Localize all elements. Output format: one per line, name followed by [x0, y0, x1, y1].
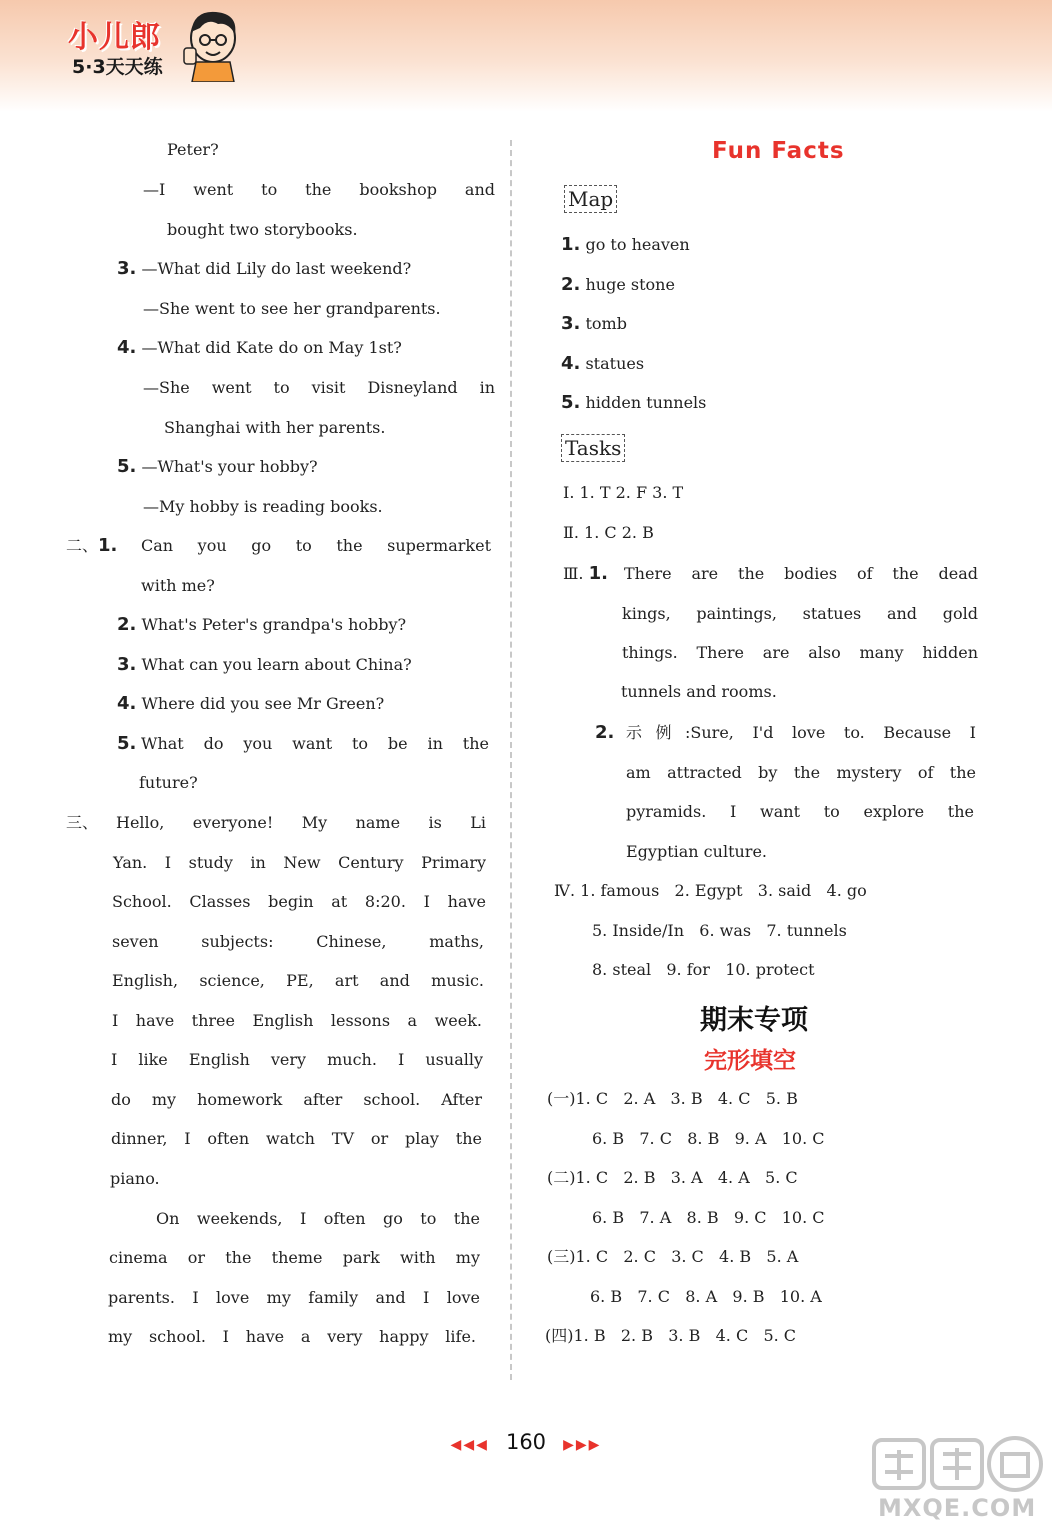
item-number: 3.	[561, 313, 581, 334]
text-line: —My hobby is reading books.	[143, 497, 383, 516]
text-line: I have three English lessons a week.	[112, 1011, 482, 1030]
text-line: do my homework after school. After	[111, 1090, 482, 1109]
answer-item-num	[117, 730, 136, 758]
item-text: statues	[585, 354, 645, 373]
text-line: School. Classes begin at 8:20. I have	[112, 892, 486, 911]
answer-item-5	[117, 453, 318, 481]
text-line: —I went to the bookshop and	[143, 180, 495, 199]
section-subtitle: 完形填空	[704, 1048, 796, 1074]
cloze-answer-line: 6. B 7. C 8. B 9. A 10. C	[592, 1129, 825, 1148]
section-title: 期末专项	[700, 1005, 808, 1036]
task-answer-line: Ⅱ. 1. C 2. B	[563, 523, 654, 542]
item-text: What can you learn about China?	[141, 655, 412, 674]
text-line: bought two storybooks.	[167, 220, 358, 239]
text-line: Yan. I study in New Century Primary	[113, 853, 486, 872]
logo-sub-text: 5·3天天练	[72, 56, 163, 78]
text-line: with me?	[141, 576, 215, 595]
text-line: Shanghai with her parents.	[164, 418, 386, 437]
mascot-icon	[182, 8, 244, 82]
text-line: dinner, I often watch TV or play the	[111, 1129, 482, 1148]
text-line: things. There are also many hidden	[622, 643, 978, 662]
item-number: 4.	[561, 353, 581, 374]
right-arrows-icon: ▶▶▶	[563, 1437, 602, 1453]
item-text: Where did you see Mr Green?	[141, 694, 385, 713]
item-text: What's Peter's grandpa's hobby?	[141, 615, 407, 634]
item-number: 1.	[98, 535, 118, 556]
item-number: 3.	[117, 258, 137, 279]
item-text: huge stone	[585, 275, 675, 294]
cloze-answer-line: (二)1. C 2. B 3. A 4. A 5. C	[547, 1168, 798, 1187]
column-divider	[510, 140, 512, 1380]
task-four-line: Ⅳ. 1. famous 2. Egypt 3. said 4. go	[554, 881, 867, 900]
text-line: There are the bodies of the dead	[624, 564, 978, 583]
cloze-answer-line: 6. B 7. C 8. A 9. B 10. A	[590, 1287, 822, 1306]
task-four-line: 5. Inside/In 6. was 7. tunnels	[592, 921, 847, 940]
item-text: —What did Lily do last weekend?	[141, 259, 412, 278]
text-line: English, science, PE, art and music.	[112, 971, 484, 990]
answer-item	[117, 690, 384, 718]
text-line: —She went to see her grandparents.	[143, 299, 441, 318]
item-number: 1.	[561, 234, 581, 255]
text-line: —She went to visit Disneyland in	[143, 378, 495, 397]
logo-main-text: 小儿郎	[68, 20, 161, 55]
text-line: parents. I love my family and I love	[108, 1288, 480, 1307]
map-item	[561, 389, 706, 417]
tasks-label: Tasks	[561, 434, 625, 462]
watermark-logo	[870, 1432, 1050, 1532]
answer-item	[117, 611, 406, 639]
item-text: —What did Kate do on May 1st?	[141, 338, 402, 357]
item-text: —What's your hobby?	[141, 457, 318, 476]
answer-item-4	[117, 334, 402, 362]
item-text: hidden tunnels	[585, 393, 707, 412]
text-line: pyramids. I want to explore the	[626, 802, 974, 821]
item-number: 5.	[117, 456, 137, 477]
section-marker: 三、	[66, 813, 99, 832]
task-four-line: 8. steal 9. for 10. protect	[592, 960, 815, 979]
item-number: 5.	[117, 733, 137, 754]
answer-item-3	[117, 255, 411, 283]
text-line: seven subjects: Chinese, maths,	[112, 932, 484, 951]
item-text: tomb	[585, 314, 627, 333]
text-line: am attracted by the mystery of the	[626, 763, 976, 782]
text-line: my school. I have a very happy life.	[108, 1327, 476, 1346]
map-label: Map	[564, 185, 617, 213]
roman-marker: Ⅲ.	[563, 564, 584, 583]
map-item	[561, 350, 644, 378]
fun-facts-title: Fun Facts	[712, 138, 845, 164]
item-number: 1.	[588, 563, 608, 584]
watermark-text: MXQE.COM	[878, 1494, 1037, 1522]
text-line: tunnels and rooms.	[621, 682, 777, 701]
left-arrows-icon: ◀◀◀	[450, 1437, 489, 1453]
text-line: future?	[139, 773, 198, 792]
cloze-answer-line: (一)1. C 2. A 3. B 4. C 5. B	[547, 1089, 798, 1108]
text-line: cinema or the theme park with my	[109, 1248, 480, 1267]
map-item	[561, 271, 675, 299]
cloze-answer-line: (三)1. C 2. C 3. C 4. B 5. A	[547, 1247, 799, 1266]
text-line: 示例:Sure, I'd love to. Because I	[626, 723, 976, 742]
text-line: On weekends, I often go to the	[156, 1209, 480, 1228]
text-line: Hello, everyone! My name is Li	[116, 813, 486, 832]
task-three-marker	[563, 560, 608, 588]
page-number: 160	[505, 1430, 547, 1454]
section-marker: 二、	[66, 536, 99, 555]
answer-item	[117, 651, 412, 679]
section-two-item-1	[66, 532, 117, 560]
item-number: 5.	[561, 392, 581, 413]
text-line: Egyptian culture.	[626, 842, 767, 861]
item-number: 4.	[117, 693, 137, 714]
text-line: Can you go to the supermarket	[141, 536, 491, 555]
text-line: Peter?	[167, 140, 219, 159]
text-line: What do you want to be in the	[141, 734, 489, 753]
text-line: piano.	[110, 1169, 160, 1188]
item-number: 2.	[595, 722, 615, 743]
text-line: kings, paintings, statues and gold	[622, 604, 978, 623]
text-line: I like English very much. I usually	[111, 1050, 483, 1069]
item-text: go to heaven	[585, 235, 690, 254]
item-number: 2.	[561, 274, 581, 295]
cloze-answer-line: 6. B 7. A 8. B 9. C 10. C	[592, 1208, 825, 1227]
brand-logo	[64, 8, 244, 82]
map-item	[561, 231, 690, 259]
item-number-wrap	[595, 719, 614, 747]
item-number: 2.	[117, 614, 137, 635]
watermark-emblem-icon	[870, 1432, 1050, 1494]
task-answer-line: Ⅰ. 1. T 2. F 3. T	[563, 483, 684, 502]
map-item	[561, 310, 627, 338]
item-number: 3.	[117, 654, 137, 675]
cloze-answer-line: (四)1. B 2. B 3. B 4. C 5. C	[545, 1326, 797, 1345]
item-number: 4.	[117, 337, 137, 358]
